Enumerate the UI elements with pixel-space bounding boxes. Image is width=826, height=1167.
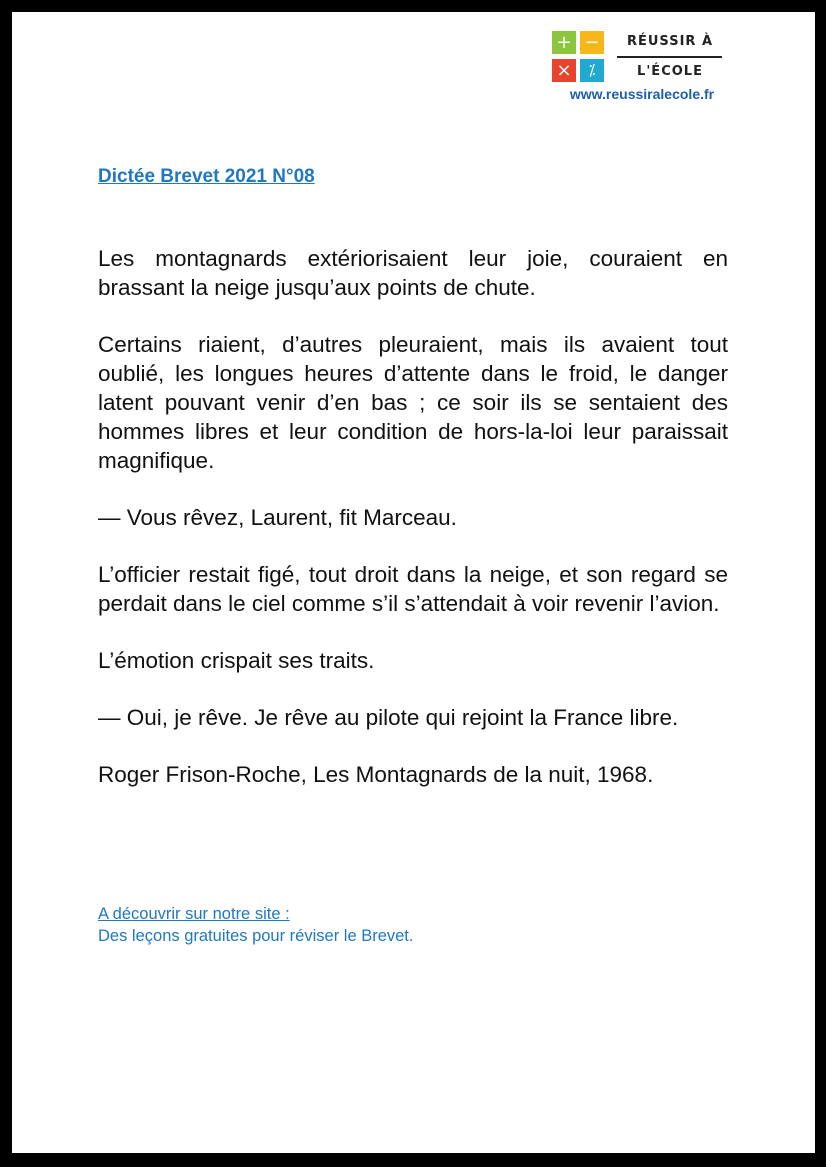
logo-math-tiles — [552, 31, 607, 83]
minus-icon: − — [580, 31, 604, 54]
dictation-text — [98, 244, 728, 817]
dictation-paragraph: Les montagnards extériorisaient leur joie, couraient en brassant la neige jusqu’aux points de chute. — [98, 246, 728, 300]
logo-website-link[interactable]: www.reussiralecole.fr — [569, 86, 715, 102]
dictation-title[interactable]: Dictée Brevet 2021 N°08 — [98, 166, 315, 187]
plus-icon: + — [552, 31, 576, 54]
logo-brand-top: RÉUSSIR À — [626, 34, 714, 49]
site-logo[interactable] — [552, 31, 732, 103]
logo-brand-bottom: L'ÉCOLE — [637, 64, 703, 79]
document-page — [12, 12, 815, 1153]
dictation-paragraph: L’officier restait figé, tout droit dans la neige, et son regard se perdait dans le ciel comme s’il s’attendait à voir revenir l’avion. — [98, 562, 728, 616]
logo-divider — [617, 56, 722, 58]
dictation-paragraph: L’émotion crispait ses traits. — [98, 648, 375, 673]
dictation-paragraph: — Oui, je rêve. Je rêve au pilote qui rejoint la France libre. — [98, 705, 679, 730]
dictation-paragraph: — Vous rêvez, Laurent, fit Marceau. — [98, 505, 457, 530]
footer-links — [98, 903, 413, 947]
dictation-paragraph: Certains riaient, d’autres pleuraient, mais ils avaient tout oublié, les longues heures d’attente dans le froid, le danger latent pouvant venir d’en bas ; ce soir ils se sentaient des hommes libres et leur condition de hors-la-loi leur paraissait magnifique. — [98, 332, 728, 473]
percent-icon: ⁒ — [580, 59, 604, 82]
source-attribution: Roger Frison-Roche, Les Montagnards de la nuit, 1968. — [98, 762, 654, 787]
times-icon: × — [552, 59, 576, 82]
discover-site-link[interactable]: A découvrir sur notre site : — [98, 905, 290, 923]
free-lessons-link[interactable]: Des leçons gratuites pour réviser le Brevet. — [98, 927, 414, 945]
